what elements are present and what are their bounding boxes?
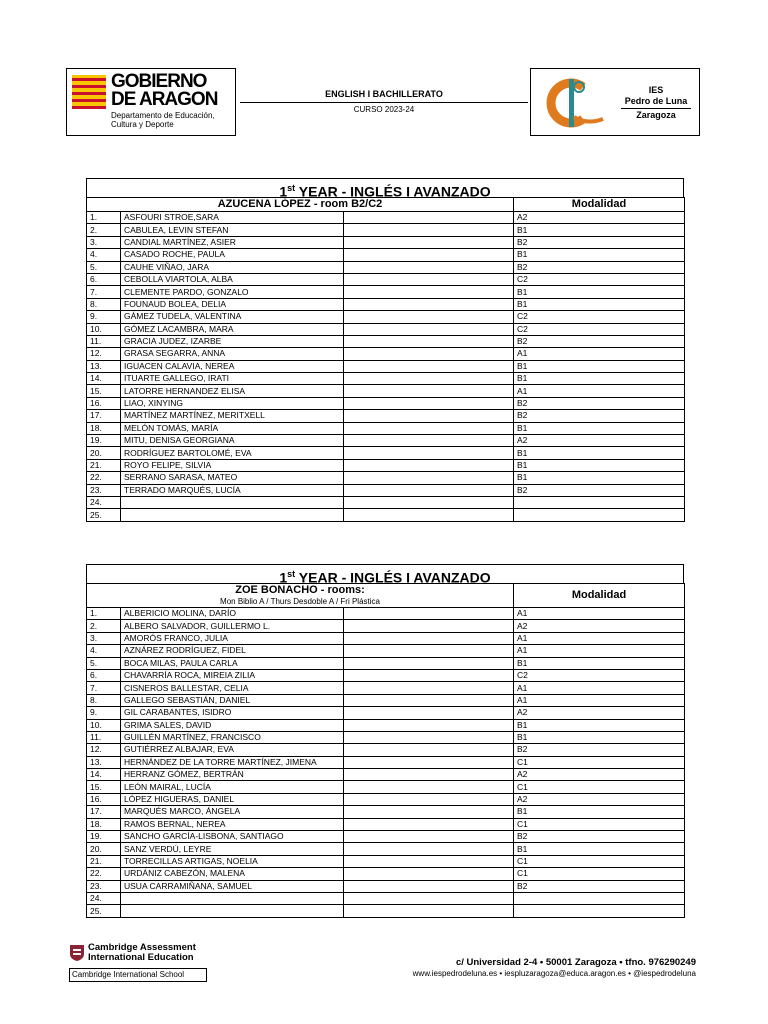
modalidad-level: C2	[514, 311, 685, 323]
student-row	[87, 360, 685, 372]
student-row	[87, 707, 685, 719]
blank-cell	[344, 744, 514, 756]
teacher-cell	[87, 584, 514, 608]
student-row	[87, 806, 685, 818]
modalidad-level: A1	[514, 385, 685, 397]
student-name: USUA CARRAMIÑANA, SAMUEL	[121, 880, 344, 892]
gobierno-title-line2: DE ARAGON	[111, 89, 218, 110]
student-row	[87, 459, 685, 471]
blank-cell	[344, 818, 514, 830]
blank-cell	[344, 880, 514, 892]
student-row	[87, 236, 685, 248]
row-number: 16.	[87, 793, 121, 805]
student-name: LÓPEZ HIGUERAS, DANIEL	[121, 793, 344, 805]
cambridge-school: Cambridge International School	[69, 968, 207, 982]
student-row	[87, 261, 685, 273]
modalidad-level: C2	[514, 273, 685, 285]
blank-cell	[344, 756, 514, 768]
student-row	[87, 905, 685, 917]
row-number: 15.	[87, 781, 121, 793]
student-row	[87, 719, 685, 731]
row-number: 17.	[87, 410, 121, 422]
modalidad-level	[514, 496, 685, 508]
student-row	[87, 632, 685, 644]
ies-line2: Pedro de Luna	[624, 96, 688, 106]
blank-cell	[344, 360, 514, 372]
row-number: 2.	[87, 620, 121, 632]
student-row	[87, 273, 685, 285]
student-name: MARTÍNEZ MARTÍNEZ, MERITXELL	[121, 410, 344, 422]
cambridge-logo	[69, 942, 205, 982]
blank-cell	[344, 905, 514, 917]
modalidad-level: B2	[514, 236, 685, 248]
student-name: BOCA MILAS, PAULA CARLA	[121, 657, 344, 669]
row-number: 8.	[87, 694, 121, 706]
student-name: LEÓN MAIRAL, LUCÍA	[121, 781, 344, 793]
modalidad-level: B2	[514, 484, 685, 496]
modalidad-level: C1	[514, 868, 685, 880]
student-row	[87, 880, 685, 892]
blank-cell	[344, 831, 514, 843]
row-number: 12.	[87, 744, 121, 756]
student-row	[87, 769, 685, 781]
blank-cell	[344, 410, 514, 422]
student-name: GALLEGO SEBASTIÁN, DANIEL	[121, 694, 344, 706]
student-row	[87, 323, 685, 335]
row-number: 7.	[87, 286, 121, 298]
blank-cell	[344, 273, 514, 285]
blank-cell	[344, 843, 514, 855]
blank-cell	[344, 769, 514, 781]
blank-cell	[344, 261, 514, 273]
student-row	[87, 831, 685, 843]
student-row	[87, 410, 685, 422]
row-number: 18.	[87, 818, 121, 830]
blank-cell	[344, 682, 514, 694]
row-number: 17.	[87, 806, 121, 818]
ies-name	[621, 85, 691, 121]
row-number: 13.	[87, 360, 121, 372]
student-name: HERRANZ GÓMEZ, BERTRÁN	[121, 769, 344, 781]
student-name: GUILLÉN MARTÍNEZ, FRANCISCO	[121, 731, 344, 743]
student-row	[87, 286, 685, 298]
row-number: 18.	[87, 422, 121, 434]
gobierno-title-line1: GOBIERNO	[111, 71, 207, 92]
student-name: MITU, DENISA GEORGIANA	[121, 435, 344, 447]
gobierno-title	[111, 73, 217, 109]
modalidad-level: B1	[514, 731, 685, 743]
blank-cell	[344, 212, 514, 224]
row-number: 19.	[87, 435, 121, 447]
modalidad-level: A2	[514, 769, 685, 781]
modalidad-level	[514, 509, 685, 521]
roster-table-body	[87, 198, 685, 522]
modalidad-level: C1	[514, 756, 685, 768]
student-row	[87, 855, 685, 867]
footer-address: c/ Universidad 2-4 • 50001 Zaragoza • tfno. 976290249	[455, 957, 696, 968]
modalidad-level: C1	[514, 781, 685, 793]
blank-cell	[344, 373, 514, 385]
row-number: 9.	[87, 707, 121, 719]
row-number: 24.	[87, 496, 121, 508]
student-row	[87, 608, 685, 620]
row-number: 10.	[87, 719, 121, 731]
roster-title	[86, 564, 684, 586]
gobierno-dept-line2: Cultura y Deporte	[111, 120, 174, 129]
modalidad-level: B1	[514, 459, 685, 471]
blank-cell	[344, 509, 514, 521]
rooms-note: Mon Biblio A / Thurs Desdoble A / Fri Plástica	[220, 597, 380, 606]
blank-cell	[344, 236, 514, 248]
row-number: 16.	[87, 397, 121, 409]
student-row	[87, 385, 685, 397]
modalidad-level: B1	[514, 286, 685, 298]
blank-cell	[344, 298, 514, 310]
student-name: ALBERICIO MOLINA, DARÍO	[121, 608, 344, 620]
blank-cell	[344, 397, 514, 409]
modalidad-level: A1	[514, 694, 685, 706]
blank-cell	[344, 645, 514, 657]
student-row	[87, 249, 685, 261]
modalidad-level: B2	[514, 831, 685, 843]
modalidad-level: A1	[514, 608, 685, 620]
row-number: 21.	[87, 459, 121, 471]
row-number: 25.	[87, 509, 121, 521]
row-number: 22.	[87, 868, 121, 880]
student-name: FOUNAUD BOLEA, DELIA	[121, 298, 344, 310]
row-number: 11.	[87, 335, 121, 347]
aragon-flag-icon	[72, 75, 106, 109]
student-row	[87, 818, 685, 830]
student-row	[87, 484, 685, 496]
ies-emblem-icon	[543, 73, 607, 133]
blank-cell	[344, 447, 514, 459]
row-number: 23.	[87, 880, 121, 892]
student-row	[87, 694, 685, 706]
modalidad-level: C2	[514, 323, 685, 335]
modalidad-level: A2	[514, 707, 685, 719]
cambridge-line2: International Education	[88, 952, 194, 963]
modalidad-level: B2	[514, 410, 685, 422]
blank-cell	[344, 793, 514, 805]
student-name: AZNÁREZ RODRÍGUEZ, FIDEL	[121, 645, 344, 657]
student-row	[87, 657, 685, 669]
row-number: 14.	[87, 373, 121, 385]
modalidad-level: A1	[514, 632, 685, 644]
student-name: SANZ VERDÚ, LEYRE	[121, 843, 344, 855]
row-number: 5.	[87, 657, 121, 669]
modalidad-level: A1	[514, 348, 685, 360]
row-number: 9.	[87, 311, 121, 323]
blank-cell	[344, 657, 514, 669]
student-row	[87, 781, 685, 793]
student-row	[87, 793, 685, 805]
modalidad-level: B2	[514, 335, 685, 347]
student-name: CISNEROS BALLESTAR, CELIA	[121, 682, 344, 694]
blank-cell	[344, 632, 514, 644]
modalidad-level: B1	[514, 224, 685, 236]
row-number: 1.	[87, 608, 121, 620]
student-row	[87, 868, 685, 880]
student-row	[87, 645, 685, 657]
student-name: TERRADO MARQUÉS, LUCÍA	[121, 484, 344, 496]
title-ordinal-suffix: st	[287, 183, 296, 193]
student-name: GUTIÉRREZ ALBAJAR, EVA	[121, 744, 344, 756]
modalidad-level: B1	[514, 373, 685, 385]
row-number: 3.	[87, 632, 121, 644]
modalidad-level: A1	[514, 645, 685, 657]
student-name: GÓMEZ LACAMBRA, MARA	[121, 323, 344, 335]
row-number: 12.	[87, 348, 121, 360]
student-name: CABULEA, LEVIN STEFAN	[121, 224, 344, 236]
row-number: 8.	[87, 298, 121, 310]
modalidad-level: A2	[514, 793, 685, 805]
modalidad-level: B1	[514, 657, 685, 669]
modalidad-level: A2	[514, 435, 685, 447]
modalidad-level: B1	[514, 249, 685, 261]
ies-logo-box	[530, 68, 700, 136]
student-row	[87, 447, 685, 459]
row-number: 15.	[87, 385, 121, 397]
blank-cell	[344, 892, 514, 904]
blank-cell	[344, 620, 514, 632]
student-name: GÁMEZ TUDELA, VALENTINA	[121, 311, 344, 323]
modalidad-level: A2	[514, 212, 685, 224]
row-number: 10.	[87, 323, 121, 335]
blank-cell	[344, 311, 514, 323]
student-name: RAMOS BERNAL, NEREA	[121, 818, 344, 830]
roster-table	[86, 197, 685, 522]
row-number: 19.	[87, 831, 121, 843]
roster-title	[86, 178, 684, 200]
teacher-name: AZUCENA LÓPEZ - room B2/C2	[217, 198, 383, 210]
row-number: 4.	[87, 645, 121, 657]
modalidad-level: B1	[514, 719, 685, 731]
row-number: 2.	[87, 224, 121, 236]
student-name: SANCHO GARCÍA-LISBONA, SANTIAGO	[121, 831, 344, 843]
row-number: 21.	[87, 855, 121, 867]
student-name: ROYO FELIPE, SILVIA	[121, 459, 344, 471]
ies-divider	[621, 108, 691, 109]
student-row	[87, 756, 685, 768]
student-name: MELÓN TOMÁS, MARÍA	[121, 422, 344, 434]
header-divider	[240, 102, 528, 103]
blank-cell	[344, 472, 514, 484]
row-number: 11.	[87, 731, 121, 743]
gobierno-aragon-logo	[66, 68, 236, 136]
blank-cell	[344, 855, 514, 867]
student-name: LIAO, XINYING	[121, 397, 344, 409]
student-row	[87, 435, 685, 447]
modalidad-header: Modalidad	[514, 584, 685, 608]
student-row	[87, 509, 685, 521]
modalidad-level: B1	[514, 360, 685, 372]
student-name: MARQUÉS MARCO, ÁNGELA	[121, 806, 344, 818]
row-number: 7.	[87, 682, 121, 694]
student-name: URDÁNIZ CABEZÓN, MALENA	[121, 868, 344, 880]
gobierno-department	[111, 111, 215, 129]
row-number: 14.	[87, 769, 121, 781]
modalidad-level: B2	[514, 397, 685, 409]
course-title: ENGLISH I BACHILLERATO	[325, 89, 443, 99]
student-row	[87, 348, 685, 360]
row-number: 13.	[87, 756, 121, 768]
title-text: YEAR - INGLÉS I AVANZADO	[295, 183, 491, 200]
student-name: CEBOLLA VIARTOLA, ALBA	[121, 273, 344, 285]
ies-line3: Zaragoza	[636, 110, 676, 120]
student-row	[87, 298, 685, 310]
blank-cell	[344, 385, 514, 397]
student-row	[87, 373, 685, 385]
blank-cell	[344, 781, 514, 793]
title-ordinal: 1	[279, 183, 288, 200]
gobierno-dept-line1: Departamento de Educación,	[111, 111, 215, 120]
student-row	[87, 682, 685, 694]
student-row	[87, 744, 685, 756]
modalidad-level: B1	[514, 472, 685, 484]
modalidad-level: A1	[514, 682, 685, 694]
student-row	[87, 335, 685, 347]
blank-cell	[344, 694, 514, 706]
student-name: RODRÍGUEZ BARTOLOMÉ, EVA	[121, 447, 344, 459]
student-name: GIL CARABANTES, ISIDRO	[121, 707, 344, 719]
student-row	[87, 843, 685, 855]
student-row	[87, 620, 685, 632]
blank-cell	[344, 731, 514, 743]
modalidad-level: C1	[514, 855, 685, 867]
student-name: ITUARTE GALLEGO, IRATI	[121, 373, 344, 385]
modalidad-level: B1	[514, 298, 685, 310]
row-number: 25.	[87, 905, 121, 917]
row-number: 20.	[87, 843, 121, 855]
student-name: SERRANO SARASA, MATEO	[121, 472, 344, 484]
student-name	[121, 509, 344, 521]
row-number: 5.	[87, 261, 121, 273]
modalidad-level: B1	[514, 422, 685, 434]
student-name: IGUACEN CALAVIA, NEREA	[121, 360, 344, 372]
title-ordinal-suffix: st	[287, 569, 296, 579]
blank-cell	[344, 224, 514, 236]
blank-cell	[344, 249, 514, 261]
modalidad-level: B1	[514, 806, 685, 818]
course-header	[240, 86, 528, 118]
student-row	[87, 311, 685, 323]
student-row	[87, 669, 685, 681]
blank-cell	[344, 348, 514, 360]
blank-cell	[344, 719, 514, 731]
row-number: 4.	[87, 249, 121, 261]
student-row	[87, 496, 685, 508]
course-year: CURSO 2023-24	[353, 105, 415, 114]
title-text: YEAR - INGLÉS I AVANZADO	[295, 569, 491, 586]
row-number: 6.	[87, 669, 121, 681]
student-name: TORRECILLAS ARTIGAS, NOELIA	[121, 855, 344, 867]
student-name: GRACIA JUDEZ, IZARBE	[121, 335, 344, 347]
row-number: 6.	[87, 273, 121, 285]
student-name: LATORRE HERNANDEZ ELISA	[121, 385, 344, 397]
row-number: 1.	[87, 212, 121, 224]
student-name: ASFOURI STROE,SARA	[121, 212, 344, 224]
student-name: GRASA SEGARRA, ANNA	[121, 348, 344, 360]
student-name: GRIMA SALES, DAVID	[121, 719, 344, 731]
student-row	[87, 224, 685, 236]
blank-cell	[344, 707, 514, 719]
roster-table-body	[87, 584, 685, 918]
student-row	[87, 397, 685, 409]
teacher-name: ZOE BONACHO - rooms:	[235, 584, 365, 596]
student-name: AMORÓS FRANCO, JULIA	[121, 632, 344, 644]
modalidad-level: C2	[514, 669, 685, 681]
blank-cell	[344, 496, 514, 508]
blank-cell	[344, 608, 514, 620]
row-number: 3.	[87, 236, 121, 248]
row-number: 23.	[87, 484, 121, 496]
student-row	[87, 731, 685, 743]
blank-cell	[344, 484, 514, 496]
blank-cell	[344, 422, 514, 434]
blank-cell	[344, 286, 514, 298]
student-row	[87, 422, 685, 434]
student-row	[87, 212, 685, 224]
blank-cell	[344, 806, 514, 818]
footer-web: www.iespedrodeluna.es • iespluzaragoza@educa.aragon.es • @iespedrodeluna	[412, 969, 696, 978]
blank-cell	[344, 459, 514, 471]
blank-cell	[344, 323, 514, 335]
row-number: 20.	[87, 447, 121, 459]
student-name	[121, 496, 344, 508]
blank-cell	[344, 435, 514, 447]
modalidad-header: Modalidad	[514, 198, 685, 212]
modalidad-level: B1	[514, 843, 685, 855]
modalidad-level: C1	[514, 818, 685, 830]
student-row	[87, 892, 685, 904]
row-number: 24.	[87, 892, 121, 904]
roster-block-2	[86, 564, 684, 918]
student-name: CASADO ROCHE, PAULA	[121, 249, 344, 261]
student-name: CHAVARRÍA ROCA, MIREIA ZILIA	[121, 669, 344, 681]
modalidad-level	[514, 892, 685, 904]
title-ordinal: 1	[279, 569, 288, 586]
modalidad-level: B2	[514, 880, 685, 892]
student-name: CAUHE VIÑAO, JARA	[121, 261, 344, 273]
student-name: ALBERO SALVADOR, GUILLERMO L.	[121, 620, 344, 632]
blank-cell	[344, 669, 514, 681]
row-number: 22.	[87, 472, 121, 484]
student-name: CANDIAL MARTÍNEZ, ASIER	[121, 236, 344, 248]
roster-header-row	[87, 584, 685, 608]
blank-cell	[344, 335, 514, 347]
roster-block-1	[86, 178, 684, 522]
ies-line1: IES	[648, 85, 664, 95]
student-name	[121, 892, 344, 904]
modalidad-level: B2	[514, 744, 685, 756]
student-name	[121, 905, 344, 917]
roster-table	[86, 583, 685, 918]
cambridge-shield-icon	[69, 944, 85, 962]
blank-cell	[344, 868, 514, 880]
student-row	[87, 472, 685, 484]
modalidad-level: B1	[514, 447, 685, 459]
student-name: HERNÁNDEZ DE LA TORRE MARTÍNEZ, JIMENA	[121, 756, 344, 768]
cambridge-line1: Cambridge Assessment	[88, 942, 196, 953]
modalidad-level: A2	[514, 620, 685, 632]
modalidad-level: B2	[514, 261, 685, 273]
modalidad-level	[514, 905, 685, 917]
student-name: CLEMENTE PARDO, GONZALO	[121, 286, 344, 298]
